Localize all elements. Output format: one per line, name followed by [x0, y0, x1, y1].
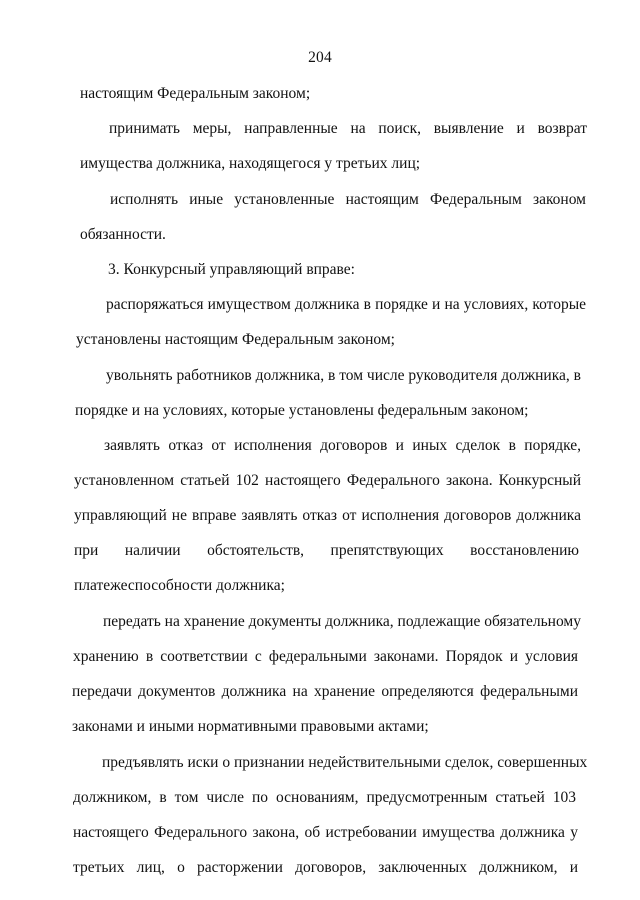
text-line: при наличии обстоятельств, препятствующих восстановлению — [74, 542, 579, 559]
text-line: третьих лиц, о расторжении договоров, заключенных должником, и — [73, 859, 578, 876]
text-line: распоряжаться имуществом должника в порядке и на условиях, которые — [106, 296, 586, 313]
text-line: управляющий не вправе заявлять отказ от исполнения договоров должника — [74, 507, 581, 524]
text-line: настоящим Федеральным законом; — [80, 85, 311, 102]
text-line: хранению в соответствии с федеральными законами. Порядок и условия — [73, 648, 578, 665]
text-line: передачи документов должника на хранение определяются федеральными — [72, 683, 578, 700]
text-line: исполнять иные установленные настоящим Федеральным законом — [110, 191, 586, 208]
text-line: увольнять работников должника, в том числе руководителя должника, в — [106, 367, 581, 384]
text-line: принимать меры, направленные на поиск, выявление и возврат — [109, 120, 587, 137]
text-line: законами и иными нормативными правовыми актами; — [72, 718, 429, 735]
text-line: заявлять отказ от исполнения договоров и иных сделок в порядке, — [104, 437, 581, 454]
text-line: обязанности. — [80, 226, 166, 243]
text-line: установлены настоящим Федеральным законом; — [76, 331, 395, 348]
text-line: настоящего Федерального закона, об истребовании имущества должника у — [73, 824, 578, 841]
page-number: 204 — [308, 49, 332, 66]
text-line: передать на хранение документы должника, подлежащие обязательному — [103, 613, 581, 630]
text-line: платежеспособности должника; — [74, 577, 285, 594]
text-line: установленном статьей 102 настоящего Федерального закона. Конкурсный — [74, 472, 581, 489]
text-line: должником, в том числе по основаниям, предусмотренным статьей 103 — [73, 789, 576, 806]
text-line: имущества должника, находящегося у третьих лиц; — [80, 155, 421, 172]
text-line: порядке и на условиях, которые установлены федеральным законом; — [75, 402, 529, 419]
text-line: предъявлять иски о признании недействительными сделок, совершенных — [102, 754, 588, 771]
section-heading: 3. Конкурсный управляющий вправе: — [108, 261, 355, 278]
